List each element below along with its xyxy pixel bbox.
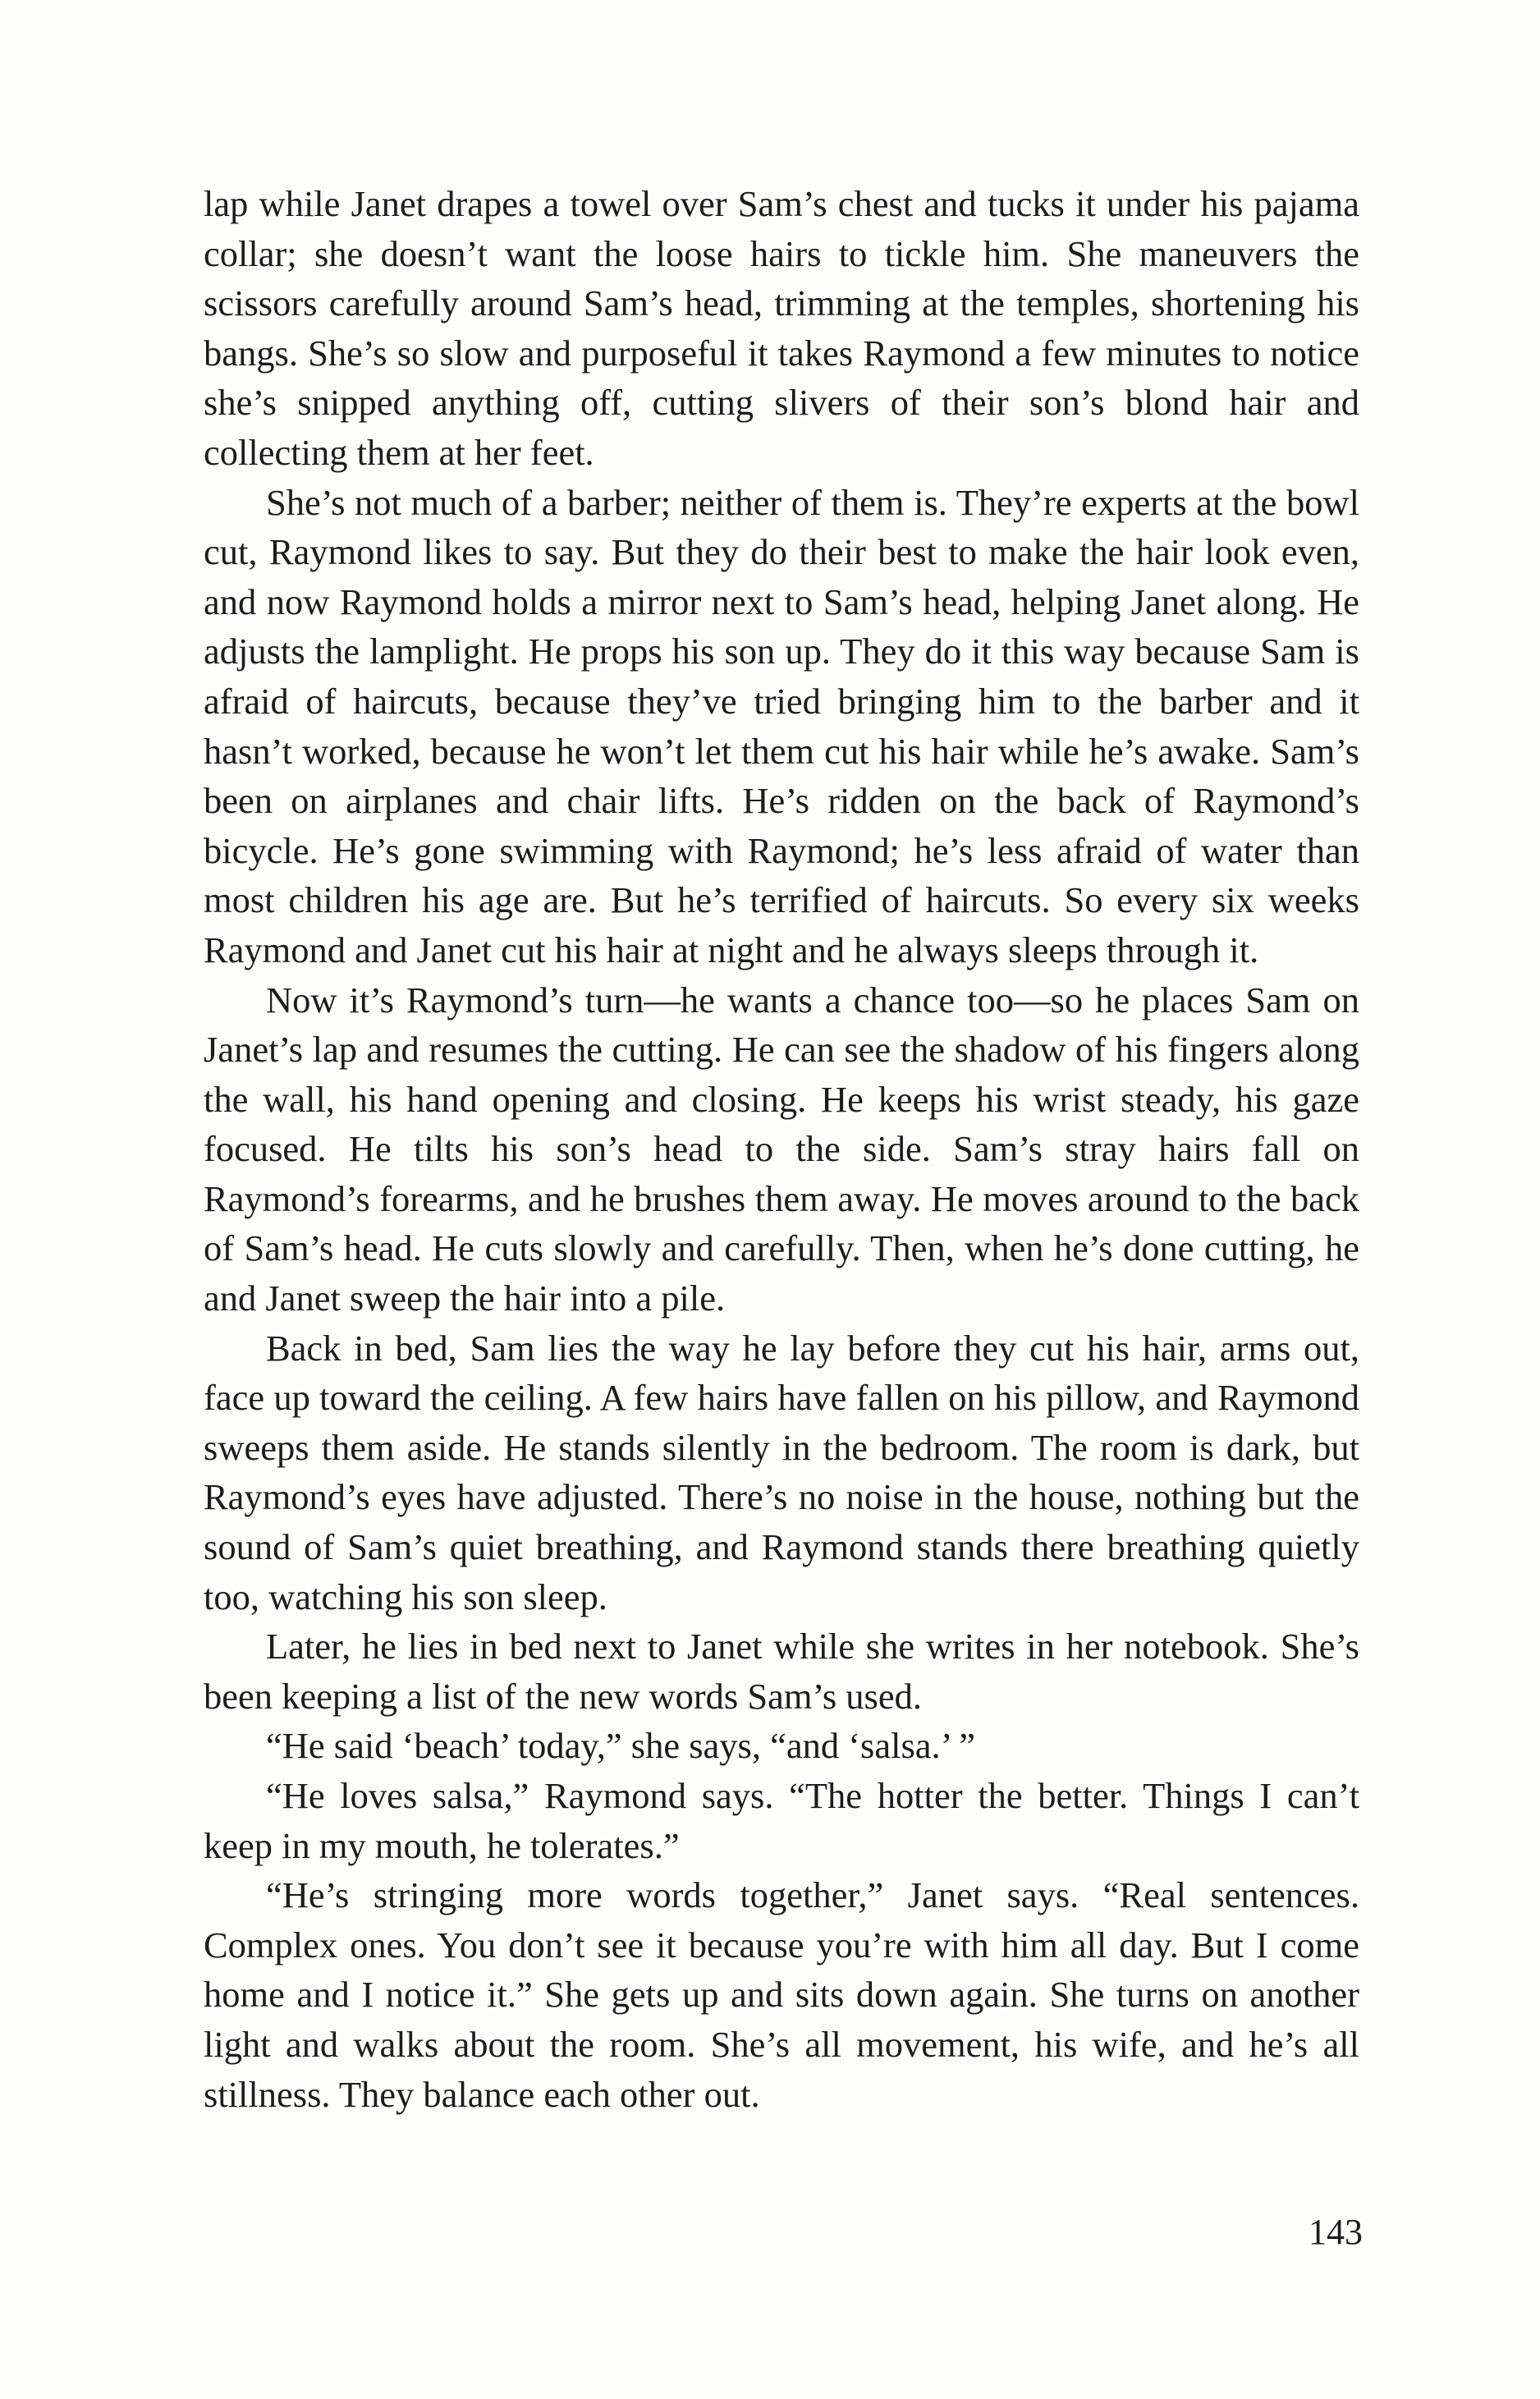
paragraph: Back in bed, Sam lies the way he lay before they cut his hair, arms out, face up toward the ceiling. A few hairs have fallen on his pillow, and Raymond sweeps them aside. He stands silently in the bedroom. The room is dark, but Raymond’s eyes have adjusted. There’s no noise in the house, nothing but the sound of Sam’s quiet breathing, and Raymond stands there breathing quietly too, watching his son sleep.: [204, 1327, 1359, 1617]
paragraph: Now it’s Raymond’s turn—he wants a chance too—so he places Sam on Janet’s lap and resumes the cutting. He can see the shadow of his fingers along the wall, his hand opening and closing. He keeps his wrist steady, his gaze focused. He tilts his son’s head to the side. Sam’s stray hairs fall on Raymond’s forearms, and he brushes them away. He moves around to the back of Sam’s head. He cuts slowly and carefully. Then, when he’s done cutting, he and Janet sweep the hair into a pile.: [204, 979, 1359, 1319]
page-number: 143: [1309, 2212, 1363, 2252]
paragraph: “He’s stringing more words together,” Janet says. “Real sentences. Complex ones. You don’t see it because you’re with him all day. But I come home and I notice it.” She gets up and sits down again. She turns on another light and walks about the room. She’s all movement, his wife, and he’s all stillness. They balance each other out.: [204, 1874, 1359, 2115]
paragraph: Later, he lies in bed next to Janet while she writes in her notebook. She’s been keeping a list of the new words Sam’s used.: [204, 1626, 1359, 1717]
paragraph: She’s not much of a barber; neither of them is. They’re experts at the bowl cut, Raymond likes to say. But they do their best to make the hair look even, and now Raymond holds a mirror next to Sam’s head, helping Janet along. He adjusts the lamplight. He props his son up. They do it this way because Sam is afraid of haircuts, because they’ve tried bringing him to the barber and it hasn’t worked, because he won’t let them cut his hair while he’s awake. Sam’s been on airplanes and chair lifts. He’s ridden on the back of Raymond’s bicycle. He’s gone swimming with Raymond; he’s less afraid of water than most children his age are. But he’s terrified of haircuts. So every six weeks Raymond and Janet cut his hair at night and he always sleeps through it.: [204, 481, 1359, 970]
paragraph: “He loves salsa,” Raymond says. “The hotter the better. Things I can’t keep in my mouth, he tolerates.”: [204, 1775, 1359, 1866]
paragraph: “He said ‘beach’ today,” she says, “and ‘salsa.’ ”: [266, 1725, 976, 1767]
body-text: [204, 179, 1359, 2119]
paragraph: lap while Janet drapes a towel over Sam’s chest and tucks it under his pajama collar; she doesn’t want the loose hairs to tickle him. She maneuvers the scissors carefully around Sam’s head, trimming at the temples, shortening his bangs. She’s so slow and purposeful it takes Raymond a few minutes to notice she’s snipped anything off, cutting slivers of their son’s blond hair and collecting them at her feet.: [204, 183, 1359, 473]
